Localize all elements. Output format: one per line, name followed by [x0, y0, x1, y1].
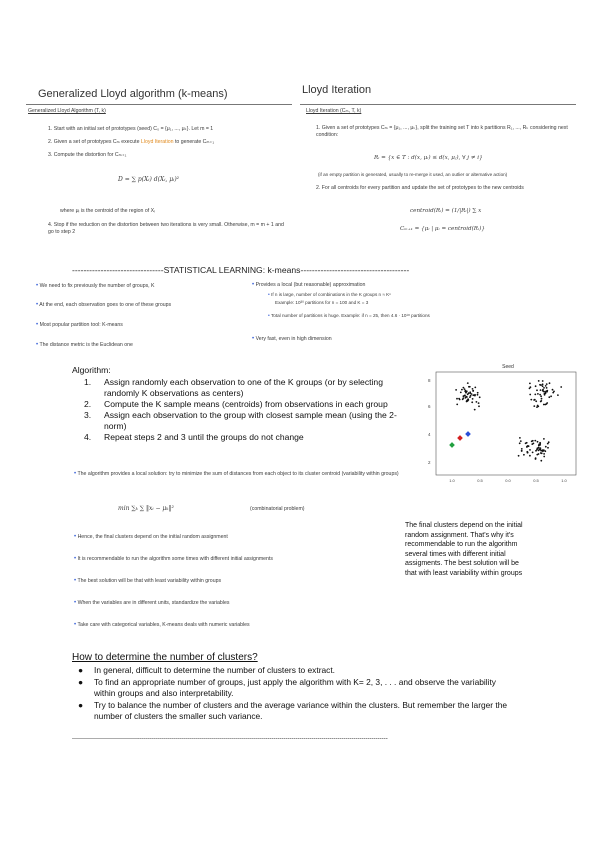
- rb-2: [252, 336, 452, 343]
- scatter-point: [531, 440, 533, 442]
- title-rule-left: [26, 104, 292, 105]
- scatter-point: [529, 449, 531, 451]
- scatter-point: [469, 396, 471, 398]
- scatter-point: [536, 389, 538, 391]
- rb-1-text: Provides a local (but reasonable) approximation: [255, 282, 366, 288]
- bullet-icon: •: [74, 578, 77, 584]
- rb-sub-1: [268, 292, 488, 298]
- scatter-point: [478, 405, 480, 407]
- mb-item-text: It is recommendable to run the algorithm some times with different initial assignments: [77, 556, 273, 562]
- seed-scatter-plot: [408, 360, 578, 485]
- scatter-point: [530, 399, 532, 401]
- scatter-point: [552, 389, 554, 391]
- scatter-point: [526, 451, 528, 453]
- step-text: Repeat steps 2 and 3 until the groups do not change: [104, 432, 304, 442]
- scatter-point: [529, 383, 531, 385]
- side-note: The final clusters depend on the initial random assignment. That's why it's recommendable to run the algorithm several times with different initial assigments. The best solution will be that with least variability within groups: [405, 522, 523, 577]
- bullet-icon: •: [36, 342, 39, 348]
- bullet-icon: ●: [78, 665, 84, 675]
- lb-1-text: We need to fix previously the number of groups, K: [39, 283, 155, 289]
- lb-2: [36, 302, 246, 309]
- y-tick: 2: [428, 460, 431, 465]
- mb-item: [74, 578, 404, 585]
- gla-step-2-tail: to generate Cₘ₊₁: [174, 139, 215, 145]
- scatter-point: [456, 404, 458, 406]
- section-divider-title: --------------------------------STATISTICAL LEARNING: k-means--------------------------------------: [72, 265, 410, 275]
- y-tick: 8: [428, 378, 431, 383]
- scatter-point: [469, 392, 471, 394]
- scatter-point: [456, 398, 458, 400]
- scatter-point: [527, 445, 529, 447]
- algorithm-step: [84, 410, 400, 432]
- li-step-2: 2. For all centroids for every partition and update the set of prototypes to the new centroids: [316, 185, 524, 191]
- scatter-point: [472, 388, 474, 390]
- scatter-point: [540, 395, 542, 397]
- scatter-point: [529, 394, 531, 396]
- scatter-point: [539, 394, 541, 396]
- scatter-point: [529, 455, 531, 457]
- bullet-icon: •: [268, 313, 270, 319]
- scatter-point: [463, 397, 465, 399]
- scatter-point: [534, 394, 536, 396]
- mb-item-text: The best solution will be that with least variability within groups: [77, 578, 222, 584]
- bullet-icon: ●: [78, 677, 84, 687]
- scatter-point: [542, 390, 544, 392]
- gla-where: where μᵢ is the centroid of the region of Xᵢ: [60, 208, 155, 214]
- scatter-point: [543, 387, 545, 389]
- scatter-point: [474, 409, 476, 411]
- title-rule-right: [300, 104, 576, 105]
- rb-2-text: Very fast, even in high dimension: [255, 336, 332, 342]
- hm-item: [78, 700, 508, 722]
- scatter-point: [553, 391, 555, 393]
- rb-sub-1b: Example: 10³⁰ partitions for n = 100 and K = 3: [275, 300, 369, 305]
- lb-4-text: The distance metric is the Euclidean one: [39, 342, 133, 348]
- x-tick: 0.5: [477, 478, 483, 483]
- scatter-point: [477, 392, 479, 394]
- step-number: 1.: [84, 377, 92, 387]
- scatter-point: [476, 401, 478, 403]
- rb-sub-2: [268, 313, 508, 319]
- hm-item-text: To find an appropriate number of groups, just apply the algorithm with K= 2, 3, . . . and observe the variability within groups and also interpretability.: [94, 677, 496, 698]
- lb-2-text: At the end, each observation goes to one of these groups: [39, 302, 172, 308]
- gla-step-4: 4. Stop if the reduction on the distortion between two iterations is very small. Otherwise, m = m + 1 and go to step 2: [48, 222, 284, 236]
- scatter-point: [544, 450, 546, 452]
- scatter-point: [467, 398, 469, 400]
- scatter-point: [540, 400, 542, 402]
- x-tick: 0.0: [505, 478, 511, 483]
- scatter-point: [542, 383, 544, 385]
- bullet-icon: •: [252, 336, 255, 342]
- scatter-point: [461, 389, 463, 391]
- bullet-icon: •: [74, 556, 77, 562]
- hm-item-text: Try to balance the number of clusters and the average variance within the clusters. But remember the larger the number of clusters the smaller such variance.: [94, 700, 508, 721]
- scatter-point: [548, 441, 550, 443]
- seed-marker-green: [449, 442, 455, 448]
- scatter-point: [538, 380, 540, 382]
- scatter-point: [474, 387, 476, 389]
- centroid-formula: centroid(Rᵢ) = (1/|Rᵢ|) ∑ x: [410, 208, 482, 214]
- scatter-point: [547, 447, 549, 449]
- scatter-point: [539, 442, 541, 444]
- scatter-point: [521, 450, 523, 452]
- lb-3: [36, 322, 246, 329]
- bullet-icon: •: [74, 471, 77, 477]
- scatter-point: [523, 454, 525, 456]
- scatter-point: [534, 440, 536, 442]
- scatter-point: [537, 406, 539, 408]
- scatter-point: [521, 448, 523, 450]
- y-tick: 6: [428, 404, 431, 409]
- gla-step-2: [48, 139, 288, 146]
- scatter-point: [478, 402, 480, 404]
- lb-4: [36, 342, 246, 349]
- formula-note: (combinatorial problem): [250, 506, 305, 512]
- scatter-point: [543, 456, 545, 458]
- gla-step-1: 1. Start with an initial set of prototypes (seed) C₀ = {μ₁, ..., μₖ}. Let m = 1: [48, 126, 214, 132]
- mb-item: [74, 534, 404, 541]
- step-text: Assign each observation to the group with closest sample mean (using the 2-norm): [104, 410, 397, 431]
- scatter-point: [467, 382, 469, 384]
- hm-item-text: In general, difficult to determine the number of clusters to extract.: [94, 665, 335, 675]
- lloyd-iteration-link[interactable]: Lloyd Iteration: [140, 139, 174, 145]
- scatter-point: [540, 447, 542, 449]
- bullet-icon: •: [74, 600, 77, 606]
- x-tick: 0.5: [533, 478, 539, 483]
- scatter-point: [474, 395, 476, 397]
- scatter-point: [544, 404, 546, 406]
- algorithm-steps: [84, 377, 400, 443]
- step-text: Assign randomly each observation to one of the K groups (or by selecting randomly K observations as centers): [104, 377, 383, 398]
- scatter-point: [471, 401, 473, 403]
- scatter-point: [541, 398, 543, 400]
- scatter-point: [464, 395, 466, 397]
- bullet-icon: •: [36, 322, 39, 328]
- scatter-point: [518, 455, 520, 457]
- scatter-point: [546, 383, 548, 385]
- lb-3-text: Most popular partition tool: K-means: [39, 322, 123, 328]
- scatter-point: [464, 388, 466, 390]
- update-formula: Cₘ₊₁ = {μᵢ | μᵢ = centroid(Rᵢ)}: [400, 226, 485, 232]
- step-number: 3.: [84, 410, 92, 420]
- scatter-point: [542, 450, 544, 452]
- scatter-point: [533, 405, 535, 407]
- algorithm-heading: Algorithm:: [72, 365, 111, 375]
- scatter-point: [546, 402, 548, 404]
- scatter-point: [550, 395, 552, 397]
- scatter-point: [535, 385, 537, 387]
- scatter-point: [545, 446, 547, 448]
- scatter-point: [535, 458, 537, 460]
- scatter-point: [542, 385, 544, 387]
- hm-item: [78, 677, 508, 699]
- scatter-point: [472, 398, 474, 400]
- scatter-point: [536, 449, 538, 451]
- scatter-point: [542, 380, 544, 382]
- gla-subheading: Generalized Lloyd Algorithm (T, k): [28, 108, 106, 114]
- scatter-point: [545, 385, 547, 387]
- lloyd-kmeans-title: Generalized Lloyd algorithm (k-means): [38, 88, 228, 100]
- mb-1: [74, 471, 404, 478]
- scatter-point: [519, 437, 521, 439]
- algorithm-step: [84, 399, 400, 410]
- lb-1: [36, 283, 246, 290]
- scatter-point: [472, 394, 474, 396]
- mb-item-text: Hence, the final clusters depend on the initial random assignment: [77, 534, 228, 540]
- scatter-point: [455, 389, 457, 391]
- seed-marker-red: [457, 435, 463, 441]
- y-tick: 4: [428, 432, 431, 437]
- scatter-point: [540, 389, 542, 391]
- scatter-point: [538, 447, 540, 449]
- bullet-icon: ●: [78, 700, 84, 710]
- scatter-point: [537, 393, 539, 395]
- algorithm-step: [84, 432, 400, 443]
- scatter-point: [468, 392, 470, 394]
- li-condition: Rᵢ = {x ∈ T : d(x, μᵢ) ≤ d(x, μⱼ), ∀ j ≠ i}: [374, 155, 483, 161]
- bullet-icon: •: [36, 302, 39, 308]
- scatter-point: [560, 386, 562, 388]
- scatter-point: [545, 390, 547, 392]
- mb-item: [74, 600, 404, 607]
- scatter-point: [548, 396, 550, 398]
- scatter-point: [459, 399, 461, 401]
- li-step-1: 1. Given a set of prototypes Cₘ = {μ₁, ..., μₖ}, split the training set T into k partitions R₁, ..., Rₖ considering next condition:: [316, 125, 568, 139]
- plot-frame: [436, 372, 576, 475]
- algorithm-step: [84, 377, 400, 399]
- rb-sub-2-text: Total number of partitions is huge. Example: if n = 25, then 4.6 · 10¹⁸ partitions: [270, 313, 430, 318]
- seed-marker-blue: [465, 431, 471, 437]
- x-tick: 1.0: [561, 478, 567, 483]
- lloyd-iteration-title: Lloyd Iteration: [302, 84, 372, 96]
- scatter-point: [477, 394, 479, 396]
- scatter-point: [464, 391, 466, 393]
- scatter-point: [535, 400, 537, 402]
- scatter-point: [543, 438, 545, 440]
- mb-1-text: The algorithm provides a local solution: try to minimize the sum of distances from each object to its cluster centroid (variability within groups): [77, 471, 399, 477]
- scatter-point: [479, 396, 481, 398]
- li-subheading: Lloyd Iteration (Cₘ, T, k): [306, 108, 362, 114]
- step-number: 2.: [84, 399, 92, 409]
- plot-title: Seed: [502, 364, 514, 370]
- li-note: (if an empty partition is generated, usually to re-merge it used, an outlier or alternative action): [318, 172, 508, 177]
- hm-item: [78, 665, 508, 676]
- gla-step-2-text: 2. Given a set of prototypes Cₘ execute: [48, 139, 140, 145]
- scatter-points: [455, 380, 562, 462]
- scatter-point: [460, 392, 462, 394]
- scatter-point: [537, 441, 539, 443]
- scatter-point: [463, 395, 465, 397]
- bullet-icon: •: [252, 282, 255, 288]
- mb-item-text: Take care with categorical variables, K-means deals with numeric variables: [77, 622, 250, 628]
- distortion-formula: D = ∑ p(Xᵢ) d(Xᵢ, μᵢ)²: [118, 176, 180, 183]
- scatter-point: [519, 442, 521, 444]
- scatter-point: [534, 399, 536, 401]
- scatter-point: [469, 386, 471, 388]
- scatter-point: [472, 390, 474, 392]
- x-tick: 1.0: [449, 478, 455, 483]
- scatter-point: [525, 442, 527, 444]
- bullet-icon: •: [74, 534, 77, 540]
- mb-item: [74, 556, 404, 563]
- scatter-point: [557, 394, 559, 396]
- scatter-point: [463, 387, 465, 389]
- how-many-heading: How to determine the number of clusters?: [72, 652, 258, 663]
- scatter-point: [531, 443, 533, 445]
- step-number: 4.: [84, 432, 92, 442]
- mb-item: [74, 622, 404, 629]
- bottom-rule: --------------------------------------------------------------------------------------------------------------------------------------------------------------: [72, 736, 388, 742]
- bullet-icon: •: [36, 283, 39, 289]
- scatter-point: [540, 460, 542, 462]
- seed-markers: [449, 431, 471, 448]
- scatter-point: [520, 440, 522, 442]
- rb-sub-1-text: If n is large, number of combinations in the K groups n ≈ Kⁿ: [271, 292, 391, 297]
- scatter-point: [530, 386, 532, 388]
- scatter-point: [532, 452, 534, 454]
- bullet-icon: •: [268, 292, 270, 298]
- gla-step-3: 3. Compute the distortion for Cₘ₊₁: [48, 152, 127, 158]
- scatter-point: [543, 453, 545, 455]
- scatter-point: [549, 382, 551, 384]
- bullet-icon: •: [74, 622, 77, 628]
- scatter-point: [540, 452, 542, 454]
- rb-1: [252, 282, 452, 289]
- step-text: Compute the K sample means (centroids) from observations in each group: [104, 399, 388, 409]
- scatter-point: [536, 454, 538, 456]
- mb-item-text: When the variables are in different units, standardize the variables: [77, 600, 230, 606]
- minimization-formula: min ∑ₖ ∑ ‖xᵢ − μₖ‖²: [118, 505, 174, 512]
- scatter-point: [538, 445, 540, 447]
- scatter-point: [544, 393, 546, 395]
- scatter-point: [546, 387, 548, 389]
- scatter-point: [540, 384, 542, 386]
